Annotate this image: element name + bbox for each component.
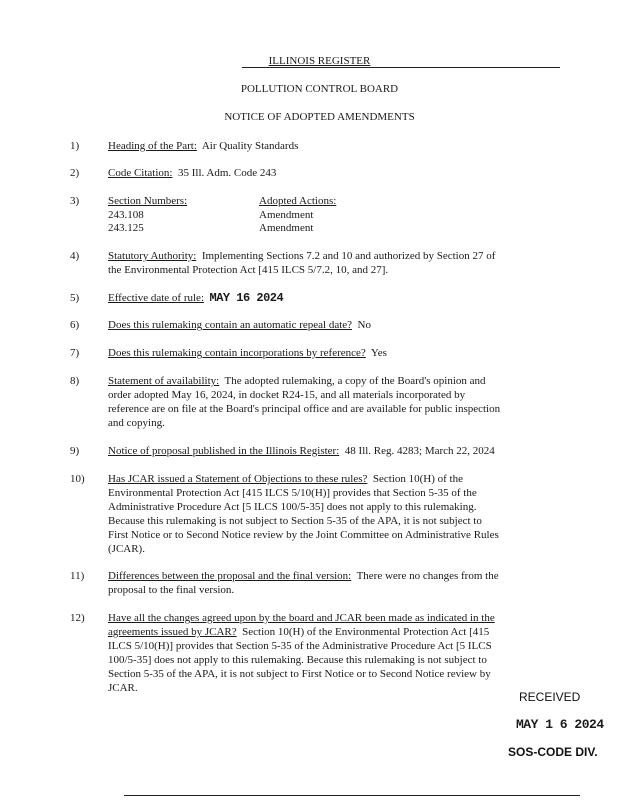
item-9 — [108, 444, 553, 458]
item-2 — [108, 166, 553, 180]
item-7-value: Yes — [370, 347, 387, 359]
item-7-number: 7) — [70, 347, 80, 359]
item-3-number: 3) — [70, 195, 80, 207]
item-10-label: Has JCAR issued a Statement of Objections to these rules? — [108, 473, 368, 485]
item-1 — [108, 139, 553, 153]
item-12 — [108, 611, 553, 695]
item-11-number: 11) — [70, 570, 85, 582]
item-10-number: 10) — [70, 473, 85, 485]
item-10-text: First Notice or to Second Notice review by the Joint Committee on Administrative Rules — [108, 529, 499, 541]
item-12-text: JCAR. — [108, 682, 138, 694]
item-11 — [108, 569, 553, 597]
item-8-number: 8) — [70, 375, 80, 387]
item-5-label: Effective date of rule: — [108, 292, 204, 304]
item-12-text: Section 10(H) of the Environmental Protection Act [415 — [242, 626, 490, 638]
item-9-number: 9) — [70, 445, 80, 457]
register-title: ILLINOIS REGISTER — [268, 55, 371, 67]
header-rule — [242, 67, 560, 68]
item-4-text: Implementing Sections 7.2 and 10 and authorized by Section 27 of — [201, 250, 496, 262]
item-1-number: 1) — [70, 140, 80, 152]
item-12-label: Have all the changes agreed upon by the board and JCAR been made as indicated in the — [108, 612, 495, 624]
item-4 — [108, 249, 553, 277]
received-stamp-date: MAY 1 6 2024 — [516, 717, 604, 732]
item-10-text: Because this rulemaking is not subject to Section 5-35 of the APA, it is not subject to — [108, 515, 482, 527]
item-4-number: 4) — [70, 250, 80, 262]
item-1-value: Air Quality Standards — [201, 140, 299, 152]
section-numbers-header: Section Numbers: — [108, 195, 188, 207]
item-10-text: Section 10(H) of the — [372, 473, 463, 485]
adopted-action: Amendment — [259, 209, 314, 221]
item-2-label: Code Citation: — [108, 167, 173, 179]
item-12-label: agreements issued by JCAR? — [108, 626, 237, 638]
item-10-text: Administrative Procedure Act [5 ILCS 100/5-35] does not apply to this rulemaking. — [108, 501, 477, 513]
item-12-text: Section 5-35 of the APA, it is not subject to First Notice or to Second Notice review by — [108, 668, 491, 680]
section-number: 243.108 — [108, 209, 144, 221]
item-12-number: 12) — [70, 612, 85, 624]
item-10-text: Environmental Protection Act [415 ILCS 5/10(H)] provides that Section 5-35 of the — [108, 487, 477, 499]
adopted-action: Amendment — [259, 222, 314, 234]
item-4-label: Statutory Authority: — [108, 250, 197, 262]
item-6 — [108, 318, 553, 332]
item-8-label: Statement of availability: — [108, 375, 220, 387]
notice-title: NOTICE OF ADOPTED AMENDMENTS — [224, 111, 415, 123]
item-11-text: proposal to the final version. — [108, 584, 235, 596]
section-number: 243.125 — [108, 222, 144, 234]
item-5-number: 5) — [70, 292, 80, 304]
item-8 — [108, 374, 553, 430]
received-stamp-office: SOS-CODE DIV. — [508, 745, 598, 759]
item-1-label: Heading of the Part: — [108, 140, 197, 152]
footer-rule — [124, 795, 580, 796]
item-11-label: Differences between the proposal and the final version: — [108, 570, 352, 582]
item-7 — [108, 346, 553, 360]
item-4-text: the Environmental Protection Act [415 ILCS 5/7.2, 10, and 27]. — [108, 264, 389, 276]
item-8-text: and copying. — [108, 417, 165, 429]
item-5 — [108, 291, 553, 305]
item-10-text: (JCAR). — [108, 543, 145, 555]
item-11-text: There were no changes from the — [356, 570, 499, 582]
item-8-text: order adopted May 16, 2024, in docket R24-15, and all materials incorporated by — [108, 389, 466, 401]
item-9-label: Notice of proposal published in the Illinois Register: — [108, 445, 340, 457]
effective-date-stamp: MAY 16 2024 — [209, 291, 284, 305]
item-2-number: 2) — [70, 167, 80, 179]
received-stamp-title: RECEIVED — [519, 690, 581, 704]
item-8-text: The adopted rulemaking, a copy of the Board's opinion and — [224, 375, 486, 387]
item-6-number: 6) — [70, 319, 80, 331]
item-9-value: 48 Ill. Reg. 4283; March 22, 2024 — [344, 445, 495, 457]
item-7-label: Does this rulemaking contain incorporations by reference? — [108, 347, 366, 359]
item-10 — [108, 472, 553, 556]
item-2-value: 35 Ill. Adm. Code 243 — [177, 167, 277, 179]
item-8-text: reference are on file at the Board's principal office and are available for public inspection — [108, 403, 501, 415]
adopted-actions-header: Adopted Actions: — [259, 195, 337, 207]
item-12-text: ILCS 5/10(H)] provides that Section 5-35 of the Administrative Procedure Act [5 ILCS — [108, 640, 492, 652]
item-12-text: 100/5-35] does not apply to this rulemaking. Because this rulemaking is not subject to — [108, 654, 487, 666]
item-6-label: Does this rulemaking contain an automatic repeal date? — [108, 319, 353, 331]
board-title: POLLUTION CONTROL BOARD — [240, 83, 399, 95]
item-6-value: No — [357, 319, 371, 331]
